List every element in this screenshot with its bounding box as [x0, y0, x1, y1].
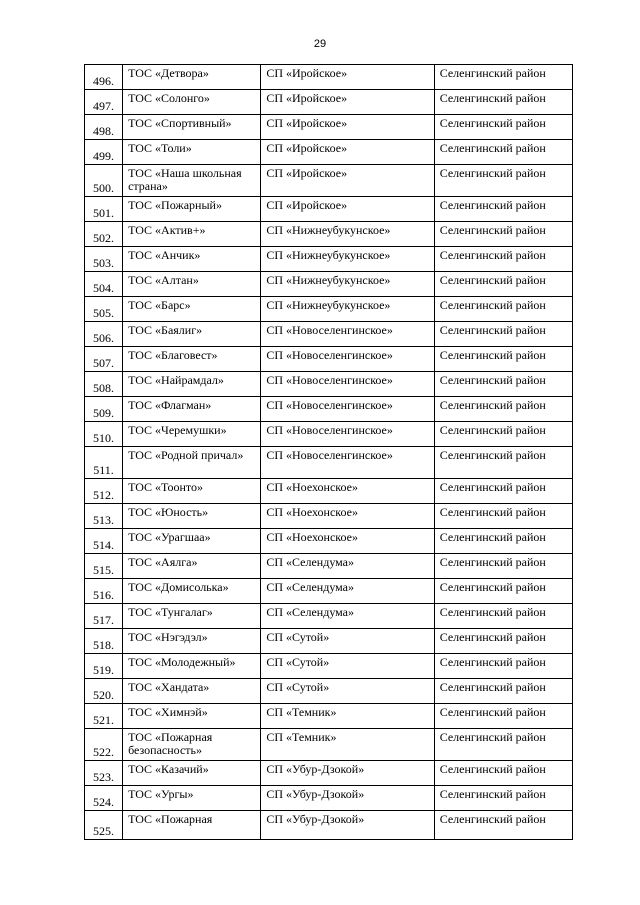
district-cell	[434, 247, 572, 272]
row-number-cell	[85, 479, 123, 504]
tos-name-cell-text: ТОС «Тоонто»	[128, 480, 203, 494]
row-number-cell	[85, 140, 123, 165]
tos-name-cell	[123, 529, 261, 554]
tos-name-cell	[123, 347, 261, 372]
row-number-cell	[85, 654, 123, 679]
table-row	[85, 529, 573, 554]
district-cell-text: Селенгинский район	[439, 680, 546, 694]
table-row	[85, 447, 573, 479]
row-number-cell-text: 516.	[93, 588, 115, 602]
table-row	[85, 704, 573, 729]
table-row	[85, 629, 573, 654]
row-number-cell-text: 503.	[93, 256, 115, 270]
tos-name-cell	[123, 761, 261, 786]
tos-name-cell-text: ТОС «Толи»	[128, 141, 192, 155]
district-cell-text: Селенгинский район	[439, 423, 546, 437]
district-cell	[434, 165, 572, 197]
row-number-cell	[85, 529, 123, 554]
tos-name-cell-text: ТОС «Юность»	[128, 505, 209, 519]
district-cell-text: Селенгинский район	[439, 141, 546, 155]
settlement-cell	[261, 447, 434, 479]
table-row	[85, 397, 573, 422]
tos-name-cell-text: ТОС «Аялга»	[128, 555, 198, 569]
table-row	[85, 140, 573, 165]
district-cell-text: Селенгинский район	[439, 66, 546, 80]
district-cell-text: Селенгинский район	[439, 348, 546, 362]
settlement-cell-text: СП «Ноехонское»	[266, 530, 358, 544]
row-number-cell	[85, 65, 123, 90]
settlement-cell-text: СП «Иройское»	[266, 116, 348, 130]
table-row	[85, 347, 573, 372]
district-cell	[434, 811, 572, 840]
row-number-cell-text: 514.	[93, 538, 115, 552]
row-number-cell	[85, 247, 123, 272]
tos-name-cell	[123, 372, 261, 397]
district-cell	[434, 554, 572, 579]
tos-name-cell	[123, 247, 261, 272]
table-row	[85, 322, 573, 347]
tos-name-cell	[123, 90, 261, 115]
settlement-cell	[261, 347, 434, 372]
registry-table	[84, 64, 573, 840]
row-number-cell	[85, 272, 123, 297]
district-cell	[434, 729, 572, 761]
district-cell	[434, 65, 572, 90]
district-cell-text: Селенгинский район	[439, 705, 546, 719]
district-cell	[434, 272, 572, 297]
district-cell-text: Селенгинский район	[439, 555, 546, 569]
settlement-cell	[261, 704, 434, 729]
settlement-cell-text: СП «Новоселенгинское»	[266, 348, 393, 362]
settlement-cell-text: СП «Новоселенгинское»	[266, 448, 393, 462]
tos-name-cell	[123, 811, 261, 840]
settlement-cell-text: СП «Нижнеубукунское»	[266, 298, 391, 312]
settlement-cell	[261, 554, 434, 579]
district-cell	[434, 222, 572, 247]
tos-name-cell-text: ТОС «Урагшаа»	[128, 530, 211, 544]
district-cell	[434, 679, 572, 704]
tos-name-cell-text: ТОС «Родной причал»	[128, 448, 244, 462]
district-cell-text: Селенгинский район	[439, 762, 546, 776]
row-number-cell-text: 512.	[93, 488, 115, 502]
settlement-cell	[261, 165, 434, 197]
tos-name-cell	[123, 197, 261, 222]
district-cell	[434, 761, 572, 786]
settlement-cell	[261, 422, 434, 447]
district-cell	[434, 654, 572, 679]
district-cell-text: Селенгинский район	[439, 787, 546, 801]
table-row	[85, 604, 573, 629]
settlement-cell-text: СП «Сутой»	[266, 655, 330, 669]
tos-name-cell-text: ТОС «Баялиг»	[128, 323, 203, 337]
row-number-cell	[85, 347, 123, 372]
row-number-cell	[85, 504, 123, 529]
tos-name-cell	[123, 65, 261, 90]
row-number-cell	[85, 811, 123, 840]
settlement-cell	[261, 504, 434, 529]
row-number-cell	[85, 729, 123, 761]
district-cell-text: Селенгинский район	[439, 223, 546, 237]
tos-name-cell	[123, 140, 261, 165]
row-number-cell	[85, 397, 123, 422]
row-number-cell	[85, 579, 123, 604]
settlement-cell-text: СП «Иройское»	[266, 141, 348, 155]
settlement-cell-text: СП «Нижнеубукунское»	[266, 273, 391, 287]
row-number-cell-text: 504.	[93, 281, 115, 295]
settlement-cell-text: СП «Новоселенгинское»	[266, 398, 393, 412]
table-row	[85, 504, 573, 529]
district-cell-text: Селенгинский район	[439, 580, 546, 594]
settlement-cell-text: СП «Ноехонское»	[266, 480, 358, 494]
settlement-cell	[261, 247, 434, 272]
settlement-cell	[261, 222, 434, 247]
district-cell	[434, 579, 572, 604]
tos-name-cell-text: ТОС «Солонго»	[128, 91, 210, 105]
tos-name-cell	[123, 554, 261, 579]
row-number-cell-text: 513.	[93, 513, 115, 527]
table-row	[85, 197, 573, 222]
settlement-cell-text: СП «Темник»	[266, 705, 337, 719]
tos-name-cell	[123, 479, 261, 504]
district-cell-text: Селенгинский район	[439, 166, 546, 180]
tos-name-cell	[123, 729, 261, 761]
settlement-cell	[261, 811, 434, 840]
tos-name-cell	[123, 222, 261, 247]
row-number-cell-text: 522.	[93, 745, 115, 759]
row-number-cell-text: 500.	[93, 181, 115, 195]
tos-name-cell-text: ТОС «Анчик»	[128, 248, 201, 262]
registry-table-body	[85, 65, 573, 840]
table-row	[85, 372, 573, 397]
tos-name-cell-text: ТОС «Хандата»	[128, 680, 210, 694]
settlement-cell	[261, 654, 434, 679]
row-number-cell	[85, 90, 123, 115]
settlement-cell	[261, 297, 434, 322]
table-row	[85, 297, 573, 322]
settlement-cell	[261, 761, 434, 786]
settlement-cell	[261, 197, 434, 222]
settlement-cell-text: СП «Сутой»	[266, 680, 330, 694]
district-cell	[434, 397, 572, 422]
tos-name-cell-text: ТОС «Актив+»	[128, 223, 206, 237]
settlement-cell-text: СП «Селендума»	[266, 605, 355, 619]
district-cell-text: Селенгинский район	[439, 323, 546, 337]
district-cell-text: Селенгинский район	[439, 812, 546, 826]
settlement-cell	[261, 272, 434, 297]
tos-name-cell	[123, 604, 261, 629]
settlement-cell-text: СП «Иройское»	[266, 198, 348, 212]
tos-name-cell-text: ТОС «Молодежный»	[128, 655, 236, 669]
district-cell-text: Селенгинский район	[439, 605, 546, 619]
tos-name-cell	[123, 629, 261, 654]
row-number-cell-text: 524.	[93, 795, 115, 809]
settlement-cell-text: СП «Новоселенгинское»	[266, 323, 393, 337]
tos-name-cell-text: ТОС «Алтан»	[128, 273, 199, 287]
row-number-cell	[85, 554, 123, 579]
table-row	[85, 579, 573, 604]
tos-name-cell	[123, 272, 261, 297]
settlement-cell	[261, 729, 434, 761]
settlement-cell	[261, 529, 434, 554]
district-cell	[434, 447, 572, 479]
settlement-cell-text: СП «Селендума»	[266, 580, 355, 594]
row-number-cell	[85, 297, 123, 322]
tos-name-cell-text: ТОС «Нэгэдэл»	[128, 630, 208, 644]
tos-name-cell-text: ТОС «Пожарный»	[128, 198, 222, 212]
district-cell	[434, 90, 572, 115]
district-cell	[434, 422, 572, 447]
row-number-cell-text: 510.	[93, 431, 115, 445]
settlement-cell	[261, 115, 434, 140]
settlement-cell-text: СП «Нижнеубукунское»	[266, 248, 391, 262]
table-row	[85, 811, 573, 840]
row-number-cell-text: 502.	[93, 231, 115, 245]
row-number-cell	[85, 679, 123, 704]
district-cell	[434, 140, 572, 165]
settlement-cell-text: СП «Убур-Дзокой»	[266, 787, 365, 801]
settlement-cell	[261, 629, 434, 654]
table-row	[85, 479, 573, 504]
district-cell-text: Селенгинский район	[439, 655, 546, 669]
settlement-cell	[261, 397, 434, 422]
row-number-cell-text: 509.	[93, 406, 115, 420]
tos-name-cell	[123, 165, 261, 197]
tos-name-cell	[123, 504, 261, 529]
district-cell	[434, 786, 572, 811]
settlement-cell-text: СП «Убур-Дзокой»	[266, 762, 365, 776]
settlement-cell-text: СП «Убур-Дзокой»	[266, 812, 365, 826]
row-number-cell-text: 515.	[93, 563, 115, 577]
district-cell	[434, 197, 572, 222]
tos-name-cell	[123, 704, 261, 729]
row-number-cell-text: 519.	[93, 663, 115, 677]
settlement-cell-text: СП «Иройское»	[266, 91, 348, 105]
district-cell-text: Селенгинский район	[439, 248, 546, 262]
row-number-cell-text: 511.	[93, 463, 114, 477]
row-number-cell	[85, 115, 123, 140]
tos-name-cell	[123, 322, 261, 347]
district-cell-text: Селенгинский район	[439, 530, 546, 544]
tos-name-cell	[123, 397, 261, 422]
settlement-cell-text: СП «Селендума»	[266, 555, 355, 569]
tos-name-cell-text: ТОС «Флагман»	[128, 398, 212, 412]
table-row	[85, 761, 573, 786]
tos-name-cell	[123, 579, 261, 604]
row-number-cell-text: 520.	[93, 688, 115, 702]
tos-name-cell-text: ТОС «Наша школьная страна»	[128, 166, 242, 193]
row-number-cell-text: 517.	[93, 613, 115, 627]
table-row	[85, 422, 573, 447]
row-number-cell	[85, 704, 123, 729]
row-number-cell-text: 508.	[93, 381, 115, 395]
tos-name-cell-text: ТОС «Домисолька»	[128, 580, 229, 594]
district-cell	[434, 297, 572, 322]
settlement-cell	[261, 679, 434, 704]
district-cell	[434, 115, 572, 140]
table-row	[85, 786, 573, 811]
row-number-cell-text: 497.	[93, 99, 115, 113]
row-number-cell-text: 506.	[93, 331, 115, 345]
tos-name-cell-text: ТОС «Черемушки»	[128, 423, 227, 437]
row-number-cell-text: 499.	[93, 149, 115, 163]
row-number-cell	[85, 322, 123, 347]
tos-name-cell	[123, 297, 261, 322]
row-number-cell	[85, 761, 123, 786]
row-number-cell	[85, 447, 123, 479]
row-number-cell-text: 496.	[93, 74, 115, 88]
row-number-cell	[85, 604, 123, 629]
settlement-cell	[261, 65, 434, 90]
table-row	[85, 65, 573, 90]
settlement-cell	[261, 140, 434, 165]
district-cell	[434, 322, 572, 347]
tos-name-cell	[123, 679, 261, 704]
settlement-cell-text: СП «Темник»	[266, 730, 337, 744]
row-number-cell-text: 518.	[93, 638, 115, 652]
row-number-cell-text: 507.	[93, 356, 115, 370]
district-cell	[434, 479, 572, 504]
row-number-cell-text: 525.	[93, 824, 115, 838]
row-number-cell	[85, 222, 123, 247]
tos-name-cell-text: ТОС «Пожарная безопасность»	[128, 730, 213, 757]
tos-name-cell-text: ТОС «Благовест»	[128, 348, 218, 362]
settlement-cell	[261, 372, 434, 397]
settlement-cell-text: СП «Иройское»	[266, 166, 348, 180]
district-cell-text: Селенгинский район	[439, 91, 546, 105]
row-number-cell	[85, 422, 123, 447]
table-row	[85, 247, 573, 272]
settlement-cell-text: СП «Нижнеубукунское»	[266, 223, 391, 237]
tos-name-cell	[123, 422, 261, 447]
settlement-cell	[261, 479, 434, 504]
table-row	[85, 90, 573, 115]
tos-name-cell-text: ТОС «Найрамдал»	[128, 373, 224, 387]
settlement-cell-text: СП «Новоселенгинское»	[266, 373, 393, 387]
tos-name-cell	[123, 654, 261, 679]
page-number: 29	[313, 38, 327, 50]
row-number-cell-text: 505.	[93, 306, 115, 320]
row-number-cell	[85, 372, 123, 397]
district-cell-text: Селенгинский район	[439, 273, 546, 287]
table-row	[85, 115, 573, 140]
settlement-cell-text: СП «Иройское»	[266, 66, 348, 80]
row-number-cell-text: 501.	[93, 206, 115, 220]
district-cell-text: Селенгинский район	[439, 448, 546, 462]
district-cell-text: Селенгинский район	[439, 298, 546, 312]
tos-name-cell	[123, 786, 261, 811]
tos-name-cell	[123, 115, 261, 140]
row-number-cell-text: 521.	[93, 713, 115, 727]
tos-name-cell-text: ТОС «Казачий»	[128, 762, 209, 776]
settlement-cell	[261, 322, 434, 347]
settlement-cell-text: СП «Новоселенгинское»	[266, 423, 393, 437]
table-row	[85, 654, 573, 679]
table-row	[85, 554, 573, 579]
table-row	[85, 222, 573, 247]
settlement-cell	[261, 786, 434, 811]
tos-name-cell-text: ТОС «Пожарная	[128, 812, 213, 826]
table-row	[85, 729, 573, 761]
tos-name-cell-text: ТОС «Тунгалаг»	[128, 605, 213, 619]
district-cell-text: Селенгинский район	[439, 480, 546, 494]
settlement-cell-text: СП «Сутой»	[266, 630, 330, 644]
district-cell-text: Селенгинский район	[439, 505, 546, 519]
district-cell	[434, 347, 572, 372]
settlement-cell	[261, 90, 434, 115]
district-cell-text: Селенгинский район	[439, 398, 546, 412]
tos-name-cell-text: ТОС «Спортивный»	[128, 116, 232, 130]
district-cell	[434, 372, 572, 397]
district-cell	[434, 604, 572, 629]
district-cell-text: Селенгинский район	[439, 373, 546, 387]
settlement-cell	[261, 604, 434, 629]
row-number-cell	[85, 165, 123, 197]
row-number-cell-text: 523.	[93, 770, 115, 784]
district-cell-text: Селенгинский район	[439, 116, 546, 130]
tos-name-cell-text: ТОС «Детвора»	[128, 66, 209, 80]
settlement-cell-text: СП «Ноехонское»	[266, 505, 358, 519]
tos-name-cell-text: ТОС «Барс»	[128, 298, 191, 312]
row-number-cell	[85, 786, 123, 811]
table-row	[85, 165, 573, 197]
district-cell	[434, 704, 572, 729]
district-cell-text: Селенгинский район	[439, 198, 546, 212]
tos-name-cell-text: ТОС «Ургы»	[128, 787, 194, 801]
row-number-cell	[85, 197, 123, 222]
table-row	[85, 272, 573, 297]
district-cell-text: Селенгинский район	[439, 630, 546, 644]
tos-name-cell	[123, 447, 261, 479]
district-cell	[434, 629, 572, 654]
row-number-cell-text: 498.	[93, 124, 115, 138]
district-cell	[434, 504, 572, 529]
district-cell-text: Селенгинский район	[439, 730, 546, 744]
row-number-cell	[85, 629, 123, 654]
tos-name-cell-text: ТОС «Химнэй»	[128, 705, 208, 719]
settlement-cell	[261, 579, 434, 604]
table-row	[85, 679, 573, 704]
district-cell	[434, 529, 572, 554]
